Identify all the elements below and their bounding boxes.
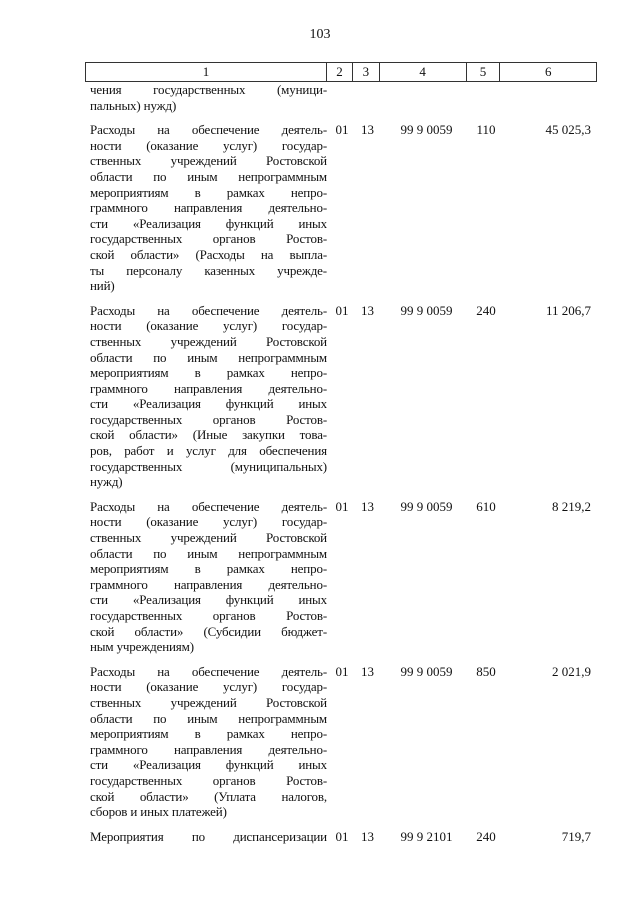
text-line: граммного направления деятельно- (90, 200, 327, 216)
text-line: Расходы на обеспечение деятель- (90, 663, 327, 679)
text-line: ской области» (Расходы на выпла- (90, 246, 327, 262)
header-col-3: 3 (353, 63, 380, 81)
text-line: ской области» (Иные закупки това- (90, 427, 327, 443)
text-line: чения государственных (муници- (90, 82, 327, 97)
text-line: ственных учреждений Ростовской (90, 530, 327, 546)
table-row (85, 499, 597, 655)
text-line: ности (оказание услуг) государ- (90, 514, 327, 530)
text-line: области по иным непрограммным (90, 545, 327, 561)
text-line: области по иным непрограммным (90, 710, 327, 726)
row-col-6: 8 219,2 (552, 498, 591, 514)
row-col-5: 240 (476, 828, 496, 844)
text-line: граммного направления деятельно- (90, 741, 327, 757)
text-line: сти «Реализация функций иных (90, 592, 327, 608)
row-col-6: 719,7 (561, 828, 591, 844)
text-line: сти «Реализация функций иных (90, 757, 327, 773)
row-col-2: 01 (335, 302, 349, 318)
text-line: сти «Реализация функций иных (90, 215, 327, 231)
row-col-6: 45 025,3 (545, 122, 591, 138)
row-description (85, 499, 327, 655)
text-line: ственных учреждений Ростовской (90, 153, 327, 169)
text-line: мероприятиям в рамках непро- (90, 365, 327, 381)
row-col-2: 01 (335, 663, 349, 679)
text-line: ской области» (Субсидии бюджет- (90, 623, 327, 639)
text-line: области по иным непрограммным (90, 349, 327, 365)
text-line: государственных (муниципальных) (90, 458, 327, 474)
text-line: пальных) нужд) (90, 97, 177, 113)
row-col-2: 01 (335, 498, 349, 514)
row-description (85, 122, 327, 294)
text-line: Расходы на обеспечение деятель- (90, 122, 327, 138)
text-line: Расходы на обеспечение деятель- (90, 498, 327, 514)
header-col-2: 2 (327, 63, 353, 81)
row-col-5: 850 (476, 663, 496, 679)
row-col-5: 610 (476, 498, 496, 514)
table-row (85, 122, 597, 294)
text-line: государственных органов Ростов- (90, 411, 327, 427)
text-line: нужд) (90, 474, 123, 490)
text-line: ственных учреждений Ростовской (90, 694, 327, 710)
row-col-4: 99 9 0059 (400, 663, 453, 679)
text-line: мероприятиям в рамках непро- (90, 561, 327, 577)
text-line: мероприятиям в рамках непро- (90, 726, 327, 742)
text-line: Расходы на обеспечение деятель- (90, 302, 327, 318)
header-col-5: 5 (467, 63, 501, 81)
text-line: области по иным непрограммным (90, 168, 327, 184)
continuation-row (85, 82, 597, 113)
table-row (85, 303, 597, 490)
text-line: государственных органов Ростов- (90, 772, 327, 788)
text-line: ным учреждениям) (90, 639, 194, 655)
text-line: ности (оказание услуг) государ- (90, 679, 327, 695)
row-col-3: 13 (361, 663, 374, 679)
text-line: Мероприятия по диспансеризации (90, 828, 327, 844)
table-row (85, 664, 597, 820)
row-col-2: 01 (335, 122, 349, 138)
text-line: ний) (90, 278, 115, 294)
text-line: сборов и иных платежей) (90, 804, 227, 820)
continuation-text (85, 82, 327, 113)
text-line: граммного направления деятельно- (90, 380, 327, 396)
table-row (85, 829, 597, 845)
row-description (85, 303, 327, 490)
text-line: мероприятиям в рамках непро- (90, 184, 327, 200)
row-col-3: 13 (361, 302, 374, 318)
table-body (85, 122, 597, 844)
text-line: ты персоналу казенных учрежде- (90, 262, 327, 278)
row-col-5: 240 (476, 302, 496, 318)
text-line: сти «Реализация функций иных (90, 396, 327, 412)
row-col-4: 99 9 0059 (400, 302, 453, 318)
text-line: ской области» (Уплата налогов, (90, 788, 327, 804)
text-line: государственных органов Ростов- (90, 231, 327, 247)
row-col-4: 99 9 0059 (400, 122, 453, 138)
text-line: ров, работ и услуг для обеспечения (90, 443, 327, 459)
row-description (85, 664, 327, 820)
row-description (85, 829, 327, 845)
header-col-1: 1 (86, 63, 327, 81)
row-col-3: 13 (361, 828, 374, 844)
table-header (85, 62, 597, 82)
row-col-3: 13 (361, 122, 374, 138)
page-number: 103 (309, 27, 331, 42)
row-col-4: 99 9 2101 (400, 828, 453, 844)
row-col-6: 2 021,9 (552, 663, 591, 679)
text-line: государственных органов Ростов- (90, 608, 327, 623)
text-line: ности (оказание услуг) государ- (90, 318, 327, 334)
row-col-2: 01 (335, 828, 349, 844)
text-line: ности (оказание услуг) государ- (90, 137, 327, 153)
row-col-4: 99 9 0059 (400, 498, 453, 514)
header-col-6: 6 (544, 64, 552, 79)
header-col-4: 4 (380, 63, 467, 81)
text-line: ственных учреждений Ростовской (90, 333, 327, 349)
row-col-3: 13 (361, 498, 374, 514)
row-col-5: 110 (476, 122, 496, 138)
budget-table (85, 62, 597, 844)
text-line: граммного направления деятельно- (90, 576, 327, 592)
row-col-6: 11 206,7 (545, 302, 591, 318)
